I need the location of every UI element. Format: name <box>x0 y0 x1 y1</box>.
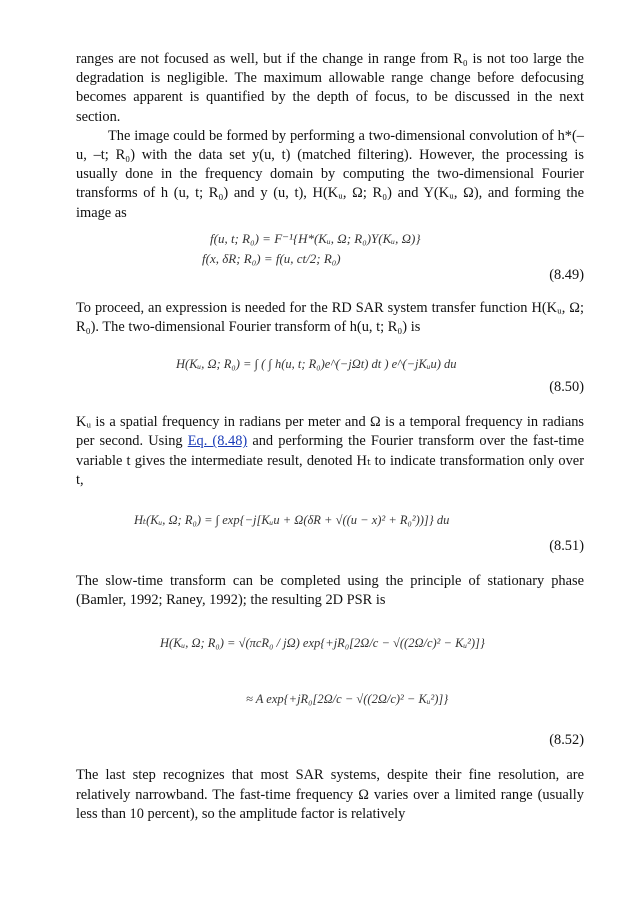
equation-8-49-line2: f(x, δR; R₀) = f(u, ct/2; R₀) <box>202 250 341 266</box>
paragraph-3: To proceed, an expression is needed for the RD SAR system transfer function H(Kᵤ, Ω; R₀). The two-dimensional Fourier transform of h(u, t; R₀) is <box>76 299 584 336</box>
paragraph-2: The image could be formed by performing a two-dimensional convolution of h*(–u, –t; R₀) with the data set y(u, t) (matched filtering). However, the processing is usually done in the frequency domain by computing the two-dimensional Fourier transforms of h (u, t; R₀) and y (u, t), H(Kᵤ, Ω; R₀) and Y(Kᵤ, Ω), and forming the image as <box>76 127 584 221</box>
paragraph-4-text-b: and performing the Fourier transform over the fast-time variable t gives the intermediate result, denoted Hₜ to indicate transformation only over t, <box>76 433 584 488</box>
equation-number-8-52: (8.52) <box>549 732 584 749</box>
paragraph-1: ranges are not focused as well, but if the change in range from R₀ is not too large the degradation is negligible. The maximum allowable range change before defocusing becomes apparent is quantified by the depth of focus, to be discussed in the next section. <box>76 51 584 125</box>
paragraph-5: The slow-time transform can be completed using the principle of stationary phase (Bamler, 1992; Raney, 1992); the resulting 2D PSR is <box>76 573 584 609</box>
equation-number-8-49: (8.49) <box>549 266 584 283</box>
paragraph-4-text-a: Kᵤ is a spatial frequency in radians per meter and Ω is a temporal frequency in radians per second. Using <box>76 414 584 450</box>
equation-8-49 <box>76 223 584 289</box>
equation-8-50-body: H(Kᵤ, Ω; R₀) = ∫ ( ∫ h(u, t; R₀)e^(−jΩt) dt ) e^(−jKᵤu) du <box>176 357 457 372</box>
equation-8-52-line2: ≈ A exp{+jR₀[2Ω/c − √((2Ω/c)² − Kᵤ²)]} <box>246 692 449 707</box>
equation-number-8-50: (8.50) <box>549 379 584 396</box>
equation-8-51 <box>76 490 584 562</box>
equation-8-52-line1: H(Kᵤ, Ω; R₀) = √(πcR₀ / jΩ) exp{+jR₀[2Ω/c − √((2Ω/c)² − Kᵤ²)]} <box>160 636 485 651</box>
equation-8-49-line1: f(u, t; R₀) = F⁻¹{H*(Kᵤ, Ω; R₀)Y(Kᵤ, Ω)} <box>210 230 421 246</box>
equation-reference-link[interactable]: Eq. (8.48) <box>187 433 248 450</box>
equation-8-51-body: Hₜ(Kᵤ, Ω; R₀) = ∫ exp{−j[Kᵤu + Ω(δR + √((u − x)² + R₀²))]} du <box>134 513 450 528</box>
equation-number-8-51: (8.51) <box>549 538 584 555</box>
page-body <box>76 50 584 824</box>
paragraph-4 <box>76 413 584 490</box>
paragraph-6: The last step recognizes that most SAR systems, despite their fine resolution, are relatively narrowband. The fast-time frequency Ω varies over a limited range (usually less than 10 percent), so the amplitude factor is relatively <box>76 767 584 822</box>
equation-8-52 <box>76 610 584 756</box>
equation-8-50 <box>76 337 584 403</box>
